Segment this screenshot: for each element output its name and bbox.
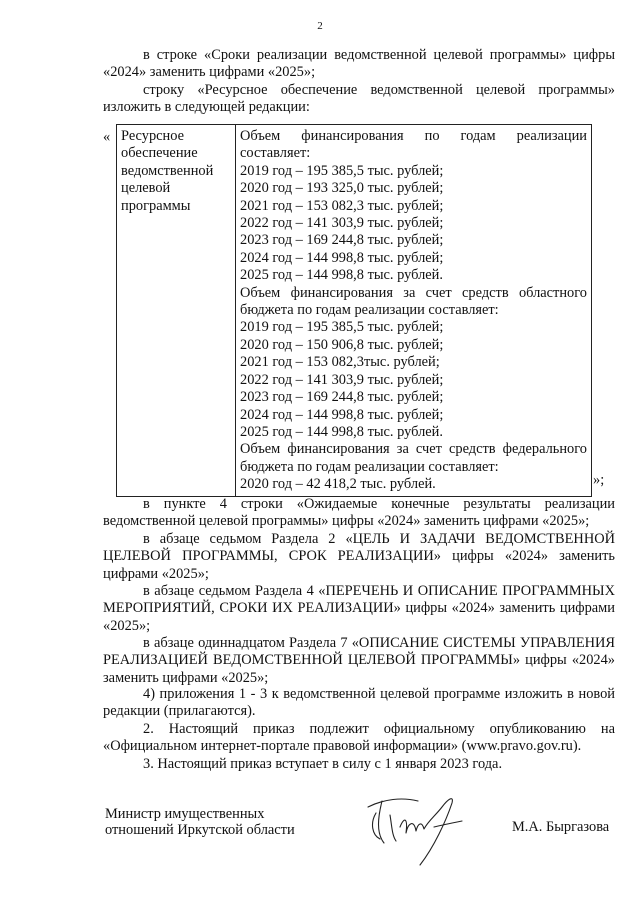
funding-line: 2023 год – 169 244,8 тыс. рублей; xyxy=(240,232,444,249)
paragraph-effective-date: 3. Настоящий приказ вступает в силу с 1 января 2023 года. xyxy=(143,756,503,772)
funding-line: 2021 год – 153 082,3тыс. рублей; xyxy=(240,354,440,371)
signer-title xyxy=(105,806,295,838)
signer-name: М.А. Быргазова xyxy=(512,819,610,835)
paragraph-section2: в абзаце седьмом Раздела 2 «ЦЕЛЬ И ЗАДАЧИ ВЕДОМСТВЕННОЙ ЦЕЛЕВОЙ ПРОГРАММЫ, СРОК РЕАЛИЗАЦИИ» цифры «2024» заменить цифрами «2025»; xyxy=(103,531,615,582)
paragraph-resource-intro: строку «Ресурсное обеспечение ведомственной целевой программы» изложить в следующей редакции: xyxy=(103,82,615,116)
resource-table xyxy=(116,124,592,497)
funding-line: 2019 год – 195 385,5 тыс. рублей; xyxy=(240,162,444,179)
funding-federal-heading: Объем финансирования за счет средств федерального бюджета по годам реализации составляет: xyxy=(240,441,587,475)
paragraph-appendices: 4) приложения 1 - 3 к ведомственной целевой программе изложить в новой редакции (прилагаются). xyxy=(103,686,615,720)
funding-line: 2022 год – 141 303,9 тыс. рублей; xyxy=(240,215,444,232)
resource-table-left-cell: Ресурсное обеспечение ведомственной целевой программы xyxy=(117,125,236,497)
funding-line: 2022 год – 141 303,9 тыс. рублей; xyxy=(240,371,444,388)
table-close-quote: »; xyxy=(593,472,605,488)
table-open-quote: « xyxy=(103,129,111,145)
page-number: 2 xyxy=(317,20,323,32)
funding-line: 2019 год – 195 385,5 тыс. рублей; xyxy=(240,319,444,336)
paragraph-terms: в строке «Сроки реализации ведомственной целевой программы» цифры «2024» заменить цифрами «2025»; xyxy=(103,47,615,81)
funding-line: 2025 год – 144 998,8 тыс. рублей. xyxy=(240,267,443,284)
funding-line: 2024 год – 144 998,8 тыс. рублей; xyxy=(240,406,444,423)
paragraph-section4: в абзаце седьмом Раздела 4 «ПЕРЕЧЕНЬ И ОПИСАНИЕ ПРОГРАММНЫХ МЕРОПРИЯТИЙ, СРОКИ ИХ РЕАЛИЗАЦИИ» цифры «2024» заменить цифрами «2025»; xyxy=(103,583,615,634)
handwritten-signature xyxy=(362,787,472,869)
funding-total-heading: Объем финансирования по годам реализации составляет: xyxy=(240,128,587,162)
paragraph-section7: в абзаце одиннадцатом Раздела 7 «ОПИСАНИЕ СИСТЕМЫ УПРАВЛЕНИЯ РЕАЛИЗАЦИЕЙ ВЕДОМСТВЕННОЙ ЦЕЛЕВОЙ ПРОГРАММЫ» цифры «2024» заменить цифрами «2025»; xyxy=(103,635,615,686)
funding-line: 2020 год – 193 325,0 тыс. рублей; xyxy=(240,180,444,197)
funding-line: 2025 год – 144 998,8 тыс. рублей. xyxy=(240,423,443,440)
funding-line: 2024 год – 144 998,8 тыс. рублей; xyxy=(240,249,444,266)
funding-line: 2023 год – 169 244,8 тыс. рублей; xyxy=(240,389,444,406)
funding-line: 2021 год – 153 082,3 тыс. рублей; xyxy=(240,197,444,214)
resource-table-right-cell xyxy=(236,125,592,497)
paragraph-item4: в пункте 4 строки «Ожидаемые конечные результаты реализации ведомственной целевой программы» цифры «2024» заменить цифрами «2025»; xyxy=(103,496,615,530)
funding-line: 2020 год – 150 906,8 тыс. рублей; xyxy=(240,336,444,353)
signer-title-line: Министр имущественных xyxy=(105,806,265,822)
funding-regional-heading: Объем финансирования за счет средств областного бюджета по годам реализации составляет: xyxy=(240,284,587,319)
signer-title-line: отношений Иркутской области xyxy=(105,822,295,838)
funding-line: 2020 год – 42 418,2 тыс. рублей. xyxy=(240,476,436,493)
paragraph-publication: 2. Настоящий приказ подлежит официальному опубликованию на «Официальном интернет-портале правовой информации» (www.pravo.gov.ru). xyxy=(103,721,615,755)
